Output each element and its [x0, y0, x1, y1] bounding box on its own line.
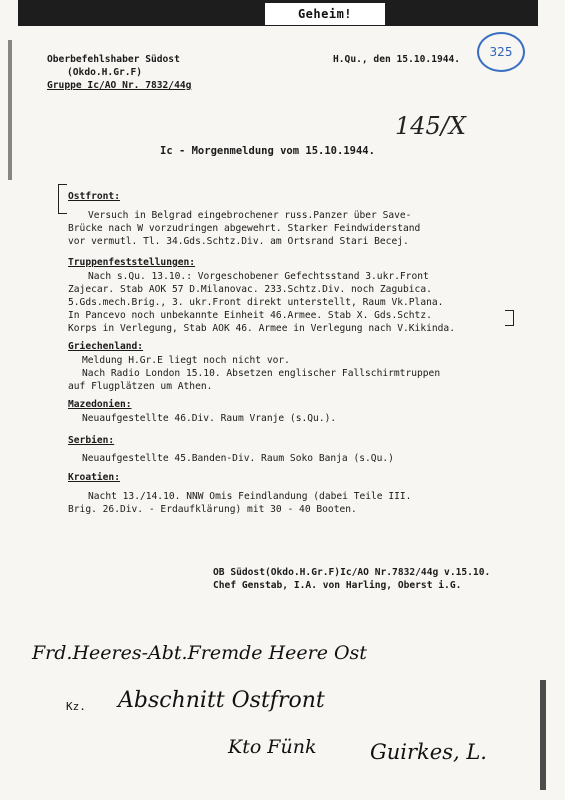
section-line: 5.Gds.mech.Brig., 3. ukr.Front direkt unterstellt, Raum Vk.Plana. — [68, 297, 444, 308]
scan-right-edge — [540, 680, 546, 790]
section-line: Nacht 13./14.10. NNW Omis Feindlandung (dabei Teile III. — [88, 491, 412, 502]
section-line: auf Flugplätzen um Athen. — [68, 381, 213, 392]
section-line: In Pancevo noch unbekannte Einheit 46.Armee. Stab X. Gds.Schtz. — [68, 310, 432, 321]
header-sender: Oberbefehlshaber Südost — [47, 54, 180, 65]
section-line: Korps in Verlegung, Stab AOK 46. Armee in Verlegung nach V.Kikinda. — [68, 323, 455, 334]
handwritten-note: Kto Fünk — [228, 736, 317, 758]
margin-bracket-1 — [58, 184, 67, 214]
scan-left-edge — [8, 40, 12, 180]
section-heading-kroatien: Kroatien: — [68, 472, 120, 483]
section-line: Meldung H.Gr.E liegt noch nicht vor. — [82, 355, 290, 366]
signature-reference: OB Südost(Okdo.H.Gr.F)Ic/AO Nr.7832/44g v.15.10. — [213, 567, 491, 578]
header-command: (Okdo.H.Gr.F) — [67, 67, 143, 78]
handwritten-signature: Guirkes, L. — [370, 740, 487, 764]
section-heading-griechenland: Griechenland: — [68, 341, 144, 352]
section-heading-serbien: Serbien: — [68, 435, 115, 446]
signature-officer: Chef Genstab, I.A. von Harling, Oberst i.G. — [213, 580, 462, 591]
margin-bracket-2 — [505, 310, 514, 326]
secret-stamp: Geheim! — [265, 3, 385, 25]
document-title: Ic - Morgenmeldung vom 15.10.1944. — [160, 145, 375, 157]
section-line: Neuaufgestellte 46.Div. Raum Vranje (s.Qu.). — [82, 413, 337, 424]
section-line: vor vermutl. Tl. 34.Gds.Schtz.Div. am Ortsrand Stari Becej. — [68, 236, 409, 247]
archive-number: 325 — [489, 45, 513, 59]
section-heading-mazedonien: Mazedonien: — [68, 399, 132, 410]
section-heading-ostfront: Ostfront: — [68, 191, 120, 202]
handwritten-distribution: Frd.Heeres-Abt.Fremde Heere Ost — [32, 642, 367, 664]
document-number: 145/X — [395, 112, 466, 140]
section-line: Brücke nach W vorzudringen abgewehrt. Starker Feindwiderstand — [68, 223, 421, 234]
section-line: Nach s.Qu. 13.10.: Vorgeschobener Gefechtsstand 3.ukr.Front — [88, 271, 429, 282]
section-line: Nach Radio London 15.10. Absetzen englischer Fallschirmtruppen — [82, 368, 441, 379]
handwritten-section: Abschnitt Ostfront — [118, 688, 325, 713]
header-reference: Gruppe Ic/AO Nr. 7832/44g — [47, 80, 192, 91]
section-line: Brig. 26.Div. - Erdaufklärung) mit 30 - 40 Booten. — [68, 504, 357, 515]
section-line: Versuch in Belgrad eingebrochener russ.Panzer über Save- — [88, 210, 412, 221]
section-line: Neuaufgestellte 45.Banden-Div. Raum Soko Banja (s.Qu.) — [82, 453, 394, 464]
section-line: Zajecar. Stab AOK 57 D.Milanovac. 233.Schtz.Div. noch Zagubica. — [68, 284, 432, 295]
archive-number-circle — [477, 32, 525, 72]
section-heading-truppen: Truppenfeststellungen: — [68, 257, 196, 268]
handwritten-prefix: Kz. — [66, 700, 86, 713]
header-date: H.Qu., den 15.10.1944. — [333, 54, 461, 65]
